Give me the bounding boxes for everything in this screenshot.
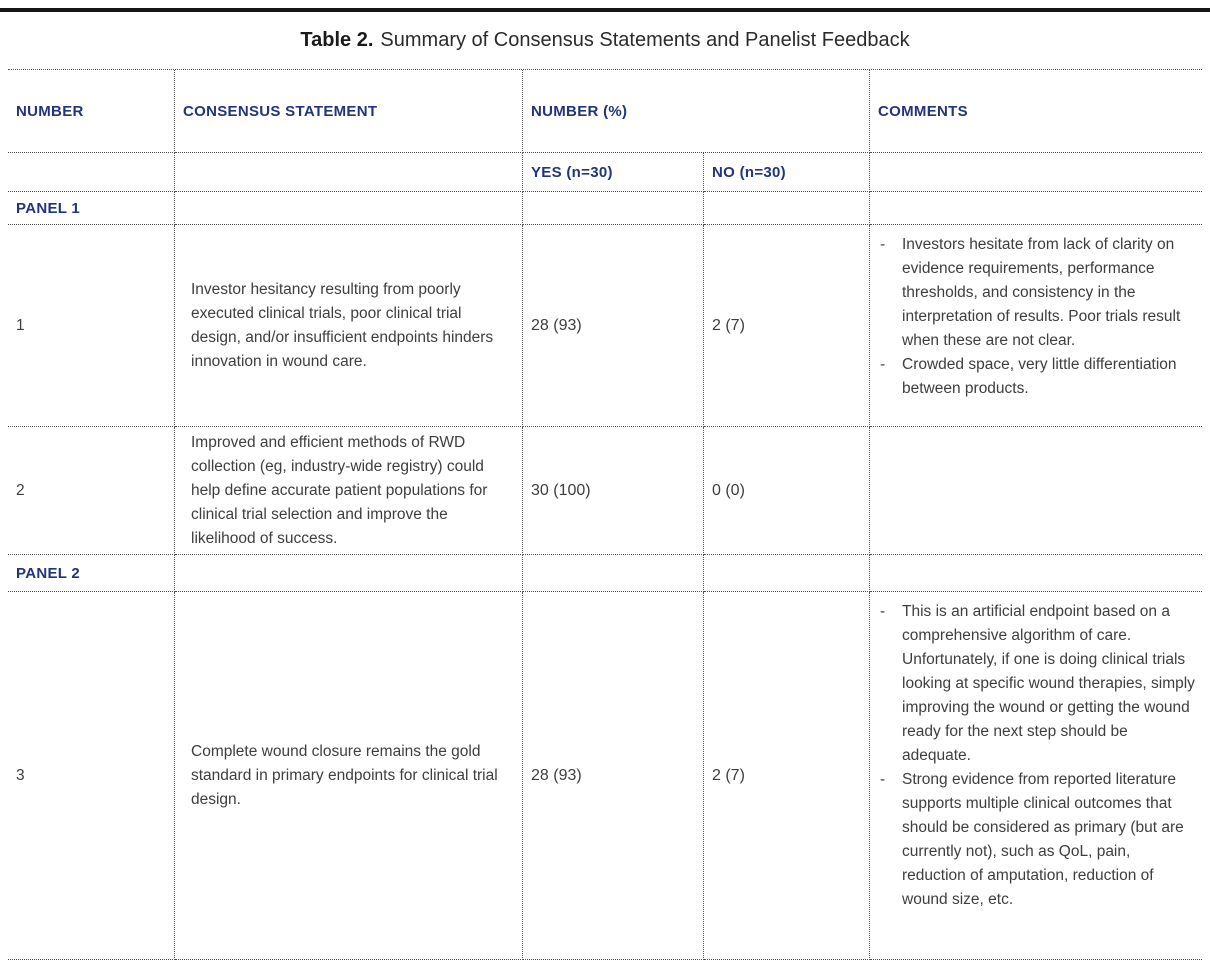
- bullet-dash: -: [880, 356, 886, 373]
- col-header-number-pct: NUMBER (%): [523, 70, 870, 153]
- subheader-spacer: [175, 153, 523, 192]
- row-3-comments: [870, 592, 1202, 960]
- comment-text: Investors hesitate from lack of clarity on evidence requirements, performance thresholds, and consistency in the interpretation of results. Poor trials result when these are not clear.: [902, 236, 1181, 349]
- row-1-number: 1: [8, 225, 175, 427]
- panel-row-spacer: [870, 192, 1202, 225]
- panel-row-spacer: [704, 192, 870, 225]
- comment-list-item: [878, 353, 1198, 401]
- panel-row-spacer: [523, 555, 704, 592]
- table-title-label: Table 2.: [300, 29, 374, 51]
- bullet-dash: -: [880, 603, 886, 620]
- row-3-statement-cell: [175, 592, 523, 960]
- row-2-yes-value: 30 (100): [523, 427, 704, 555]
- row-1-no-value: 2 (7): [704, 225, 870, 427]
- comment-list-item: [878, 600, 1198, 768]
- row-3-statement: Complete wound closure remains the gold standard in primary endpoints for clinical trial design.: [191, 742, 498, 808]
- row-1-comments: [870, 225, 1202, 427]
- comment-text: Strong evidence from reported literature supports multiple clinical outcomes that should be considered as primary (but are currently not), such as QoL, pain, reduction of amputation, reduction of wound size, etc.: [902, 771, 1184, 908]
- subheader-spacer: [8, 153, 175, 192]
- panel-row-spacer: [175, 555, 523, 592]
- comment-text: Crowded space, very little differentiation between products.: [902, 356, 1177, 397]
- col-header-number: NUMBER: [8, 70, 175, 153]
- subheader-spacer: [870, 153, 1202, 192]
- panel-row-spacer: [523, 192, 704, 225]
- row-2-number: 2: [8, 427, 175, 555]
- row-1-statement-cell: [175, 225, 523, 427]
- table-title: [8, 12, 1202, 70]
- panel-2-label: PANEL 2: [8, 555, 175, 592]
- col-header-comments: COMMENTS: [870, 70, 1202, 153]
- row-2-no-value: 0 (0): [704, 427, 870, 555]
- row-1-yes-value: 28 (93): [523, 225, 704, 427]
- panel-row-spacer: [704, 555, 870, 592]
- panel-1-label: PANEL 1: [8, 192, 175, 225]
- subheader-no: NO (n=30): [704, 153, 870, 192]
- row-3-yes-value: 28 (93): [523, 592, 704, 960]
- row-1-statement: Investor hesitancy resulting from poorly executed clinical trials, poor clinical trial design, and/or insufficient endpoints hinders innovation in wound care.: [191, 280, 494, 370]
- consensus-table: [8, 12, 1202, 960]
- subheader-yes: YES (n=30): [523, 153, 704, 192]
- table-title-text: Summary of Consensus Statements and Panelist Feedback: [380, 29, 910, 51]
- row-2-comments: [870, 427, 1202, 555]
- comment-text: This is an artificial endpoint based on a comprehensive algorithm of care. Unfortunately, if one is doing clinical trials looking at specific wound therapies, simply improving the wound or getting the wound ready for the next step should be adequate.: [902, 603, 1195, 764]
- bullet-dash: -: [880, 771, 886, 788]
- col-header-consensus-statement: CONSENSUS STATEMENT: [175, 70, 523, 153]
- row-2-statement-cell: [175, 427, 523, 555]
- row-3-no-value: 2 (7): [704, 592, 870, 960]
- bullet-dash: -: [880, 236, 886, 253]
- panel-row-spacer: [870, 555, 1202, 592]
- comment-list-item: [878, 233, 1198, 353]
- comment-list-item: [878, 768, 1198, 912]
- row-3-number: 3: [8, 592, 175, 960]
- row-2-statement: Improved and efficient methods of RWD collection (eg, industry-wide registry) could help define accurate patient populations for clinical trial selection and improve the likelihood of success.: [191, 433, 488, 547]
- panel-row-spacer: [175, 192, 523, 225]
